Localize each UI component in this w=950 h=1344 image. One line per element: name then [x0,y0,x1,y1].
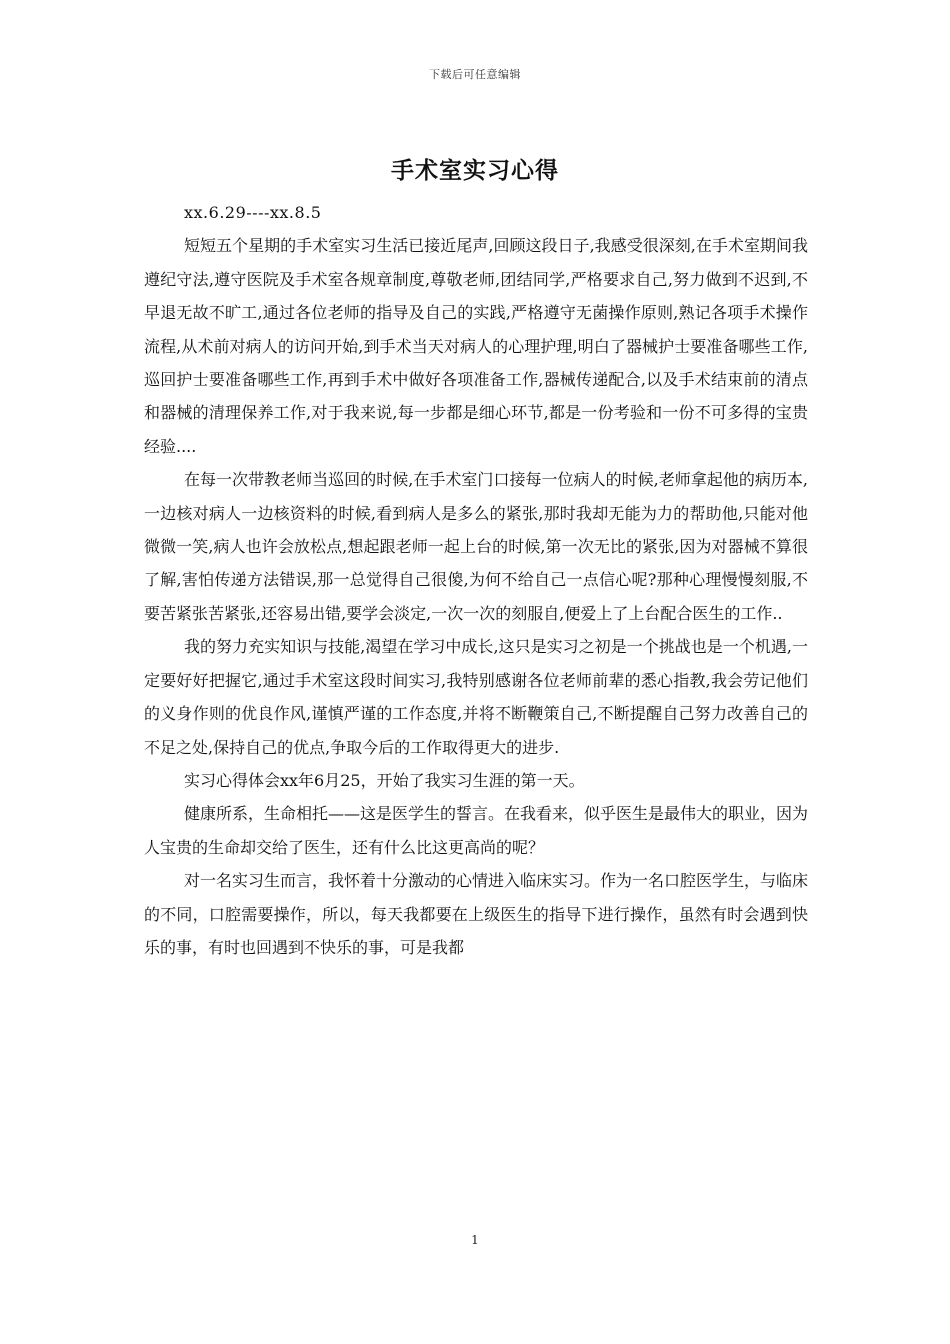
header-note: 下载后可任意编辑 [429,68,521,81]
paragraph: 在每一次带教老师当巡回的时候,在手术室门口接每一位病人的时候,老师拿起他的病历本,一边核对病人一边核资料的时候,看到病人是多么的紧张,那时我却无能为力的帮助他,只能对他微微一笑,病人也许会放松点,想起跟老师一起上台的时候,第一次无比的紧张,因为对器械不算很了解,害怕传递方法错误,那一总觉得自己很傻,为何不给自己一点信心呢?那种心理慢慢刻服,不要苦紧张苦紧张,还容易出错,要学会淡定,一次一次的刻服自,便爱上了上台配合医生的工作.. [144,470,808,623]
paragraph: 我的努力充实知识与技能,渴望在学习中成长,这只是实习之初是一个挑战也是一个机遇,一定要好好把握它,通过手术室这段时间实习,我特别感谢各位老师前辈的悉心指教,我会劳记他们的义身作则的优良作风,谨慎严谨的工作态度,并将不断鞭策自己,不断提醒自己努力改善自己的不足之处,保持自己的优点,争取今后的工作取得更大的进步. [144,637,808,757]
paragraph: 对一名实习生而言，我怀着十分激动的心情进入临床实习。作为一名口腔医学生，与临床的不同，口腔需要操作，所以，每天我都要在上级医生的指导下进行操作，虽然有时会遇到快乐的事，有时也回遇到不快乐的事，可是我都 [144,871,809,957]
paragraph: 健康所系，生命相托——这是医学生的誓言。在我看来，似乎医生是最伟大的职业，因为人宝贵的生命却交给了医生，还有什么比这更高尚的呢？ [144,804,809,857]
paragraph: 实习心得体会xx年6月25，开始了我实习生涯的第一天。 [184,770,585,790]
page-number: 1 [471,1233,479,1247]
document-title: 手术室实习心得 [391,157,559,184]
document-body [144,196,808,964]
paragraph: 短短五个星期的手术室实习生活已接近尾声,回顾这段日子,我感受很深刻,在手术室期间我遵纪守法,遵守医院及手术室各规章制度,尊敬老师,团结同学,严格要求自己,努力做到不迟到,不早退无故不旷工,通过各位老师的指导及自己的实践,严格遵守无菌操作原则,熟记各项手术操作流程,从术前对病人的访问开始,到手术当天对病人的心理护理,明白了器械护士要准备哪些工作,巡回护士要准备哪些工作,再到手术中做好各项准备工作,器械传递配合,以及手术结束前的清点和器械的清理保养工作,对于我来说,每一步都是细心环节,都是一份考验和一份不可多得的宝贵经验.... [144,236,808,456]
date-range-line: xx.6.29----xx.8.5 [184,203,322,222]
